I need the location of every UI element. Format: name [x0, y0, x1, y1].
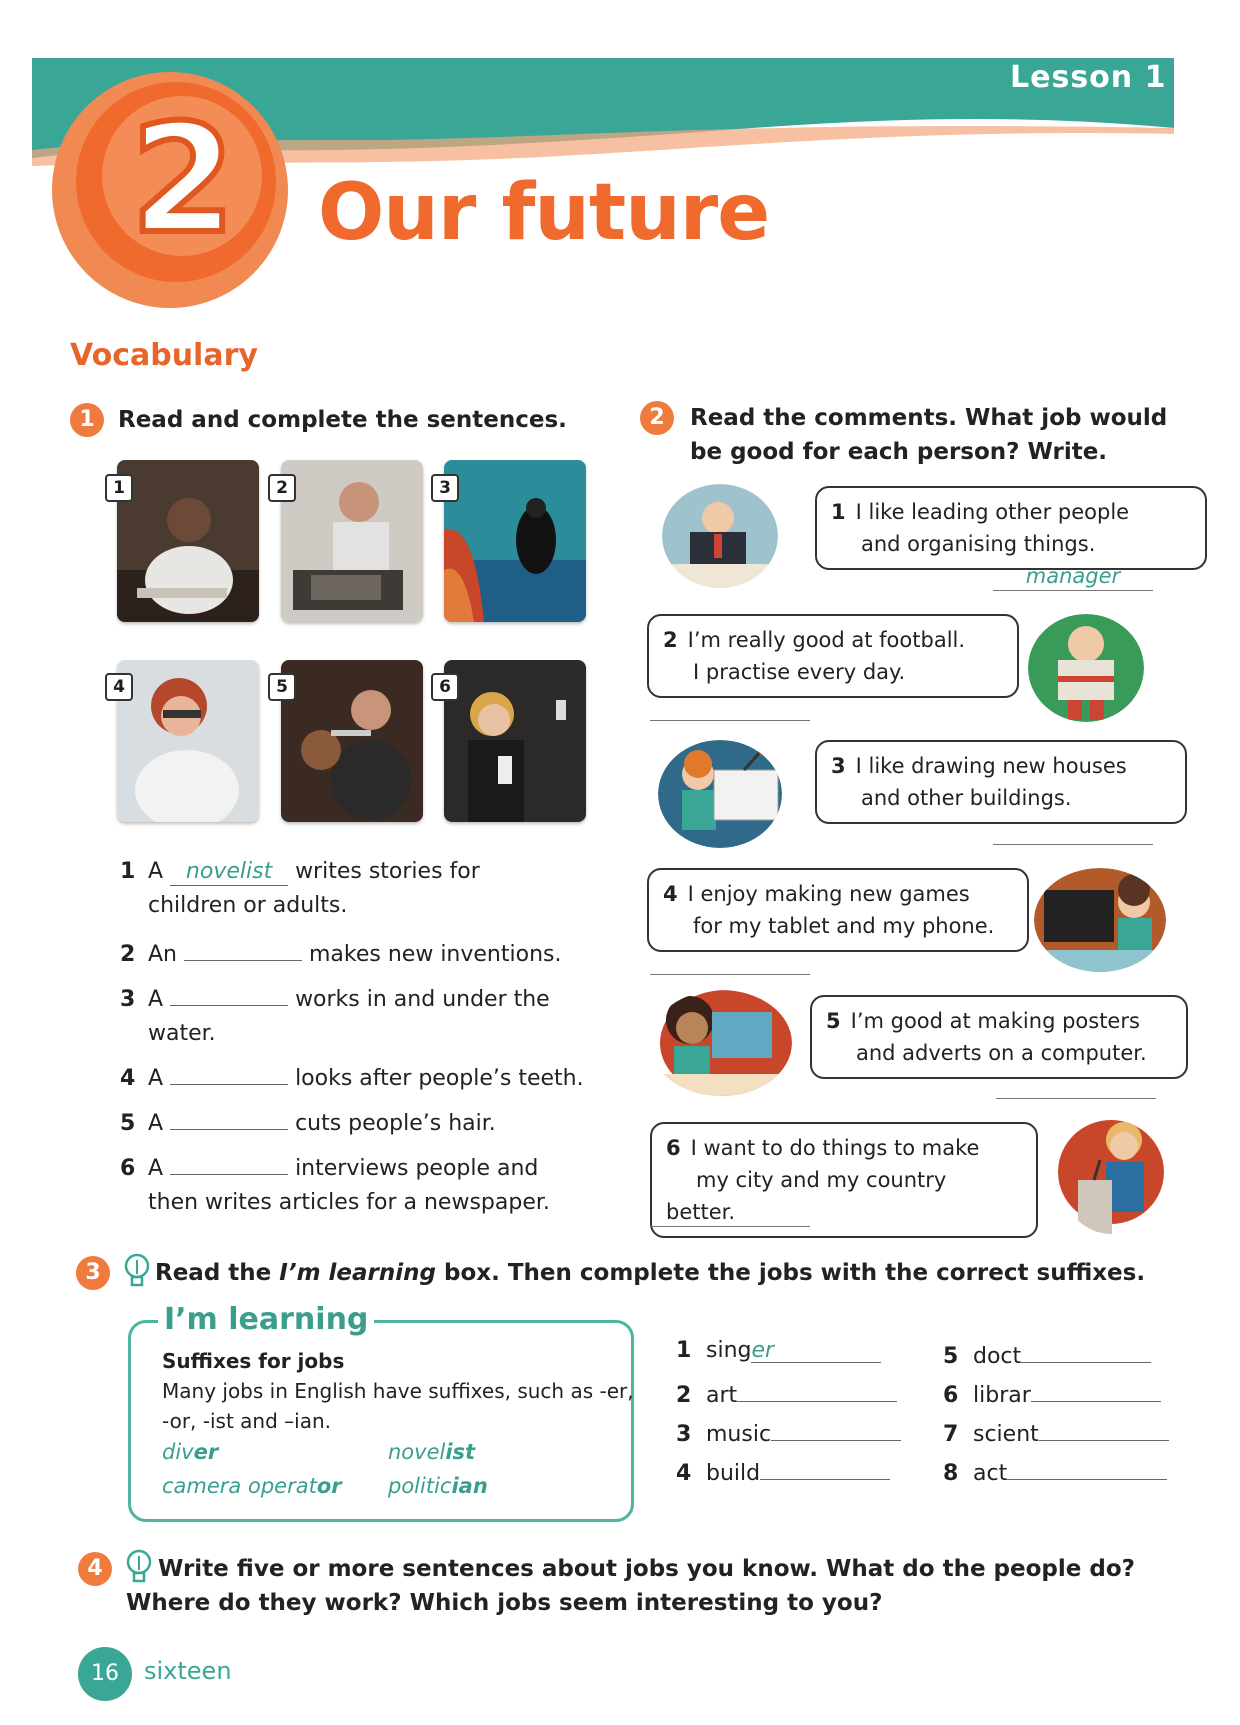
exercise-2-title-line1: Read the comments. What job would: [690, 405, 1168, 431]
photo-2-number: 2: [268, 474, 296, 502]
section-title: Vocabulary: [70, 338, 258, 373]
suffix-item-2-blank[interactable]: [737, 1377, 897, 1402]
lightbulb-icon: [124, 1548, 154, 1588]
sentence-1-cont: children or adults.: [148, 893, 348, 918]
exercise-3-title-pre: Read the: [155, 1260, 280, 1286]
learning-example-1-stem: div: [162, 1440, 194, 1464]
photo-6: [444, 660, 586, 822]
suffix-item-5-number: 5: [943, 1344, 959, 1369]
sentence-3-pre: A: [148, 987, 164, 1012]
suffix-item-6-number: 6: [943, 1383, 959, 1408]
comment-6-line2: my city and my country better.: [666, 1168, 947, 1224]
avatar-game-developer: [1034, 868, 1166, 972]
exercise-3-title: [155, 1256, 1145, 1290]
answer-line-4[interactable]: [650, 948, 810, 975]
sentence-4: [120, 1058, 600, 1096]
suffix-item-1-stem: sing: [706, 1338, 752, 1363]
sentence-6: [120, 1148, 620, 1220]
exercise-4-line2: Where do they work? Which jobs seem interesting to you?: [126, 1590, 883, 1616]
suffix-item-4: [676, 1455, 890, 1486]
comment-1-number: 1: [831, 500, 846, 524]
answer-line-6[interactable]: [650, 1200, 810, 1227]
sentence-6-post: interviews people and: [295, 1156, 539, 1181]
exercise-3-number: 3: [76, 1256, 110, 1290]
learning-example-2: [388, 1440, 475, 1464]
suffix-item-7: [943, 1416, 1169, 1447]
comment-2-line2: I practise every day.: [693, 660, 906, 684]
sentence-6-blank[interactable]: [170, 1148, 288, 1175]
suffix-item-3-number: 3: [676, 1422, 692, 1447]
avatar-manager: [662, 484, 778, 588]
sentence-3: [120, 979, 600, 1051]
suffix-item-1-blank[interactable]: er: [751, 1338, 881, 1363]
sentence-5-number: 5: [120, 1111, 136, 1136]
photo-5-number: 5: [268, 673, 296, 701]
learning-example-4-suffix: ian: [451, 1474, 488, 1498]
comment-5-number: 5: [826, 1009, 841, 1033]
sentence-5-blank[interactable]: [170, 1103, 288, 1130]
suffix-item-2: [676, 1377, 897, 1408]
learning-example-2-suffix: ist: [445, 1440, 476, 1464]
comment-bubble-4: [647, 868, 1029, 952]
comment-5-line1: I’m good at making posters: [850, 1009, 1140, 1033]
photo-4-number: 4: [105, 673, 133, 701]
suffix-item-7-number: 7: [943, 1422, 959, 1447]
answer-line-5[interactable]: [996, 1072, 1156, 1099]
suffix-item-5-stem: doct: [973, 1344, 1022, 1369]
suffix-item-2-stem: art: [706, 1383, 738, 1408]
suffix-item-5: [943, 1338, 1151, 1369]
sentence-3-post: works in and under the: [295, 987, 550, 1012]
learning-example-3: [162, 1474, 342, 1498]
suffix-item-4-number: 4: [676, 1461, 692, 1486]
sentence-6-cont: then writes articles for a newspaper.: [148, 1190, 550, 1215]
photo-3-number: 3: [431, 474, 459, 502]
learning-example-1: [162, 1440, 218, 1464]
comment-3-line2: and other buildings.: [861, 786, 1072, 810]
suffix-item-3-blank[interactable]: [771, 1416, 901, 1441]
comment-2-number: 2: [663, 628, 678, 652]
sentence-2-number: 2: [120, 942, 136, 967]
suffix-item-7-stem: scient: [973, 1422, 1039, 1447]
photo-1: [117, 460, 259, 622]
sentence-5-post: cuts people’s hair.: [295, 1111, 496, 1136]
comment-2-line1: I’m really good at football.: [687, 628, 966, 652]
answer-line-3[interactable]: [993, 818, 1153, 845]
avatar-politician: [1058, 1110, 1164, 1234]
sentence-1-blank[interactable]: novelist: [170, 859, 288, 886]
learning-box-text-1: Many jobs in English have suffixes, such as -er,: [162, 1379, 634, 1403]
page-number-word: sixteen: [144, 1657, 232, 1685]
photo-1-number: 1: [105, 474, 133, 502]
comment-3-line1: I like drawing new houses: [855, 754, 1127, 778]
comment-1-line2: and organising things.: [861, 532, 1096, 556]
suffix-item-5-blank[interactable]: [1021, 1338, 1151, 1363]
exercise-2-title-line2: be good for each person? Write.: [690, 439, 1108, 465]
suffix-item-3: [676, 1416, 901, 1447]
sentence-4-number: 4: [120, 1066, 136, 1091]
sentence-1: [120, 855, 600, 923]
sentence-4-blank[interactable]: [170, 1058, 288, 1085]
exercise-3-title-post: box. Then complete the jobs with the correct suffixes.: [436, 1260, 1146, 1286]
suffix-item-7-blank[interactable]: [1039, 1416, 1169, 1441]
suffix-item-8-blank[interactable]: [1007, 1455, 1167, 1480]
comment-bubble-5: [810, 995, 1188, 1079]
comment-5-line2: and adverts on a computer.: [856, 1041, 1147, 1065]
sentence-6-number: 6: [120, 1156, 136, 1181]
sentence-2: [120, 934, 600, 972]
suffix-item-8-stem: act: [973, 1461, 1008, 1486]
exercise-1-title: Read and complete the sentences.: [118, 407, 567, 433]
suffix-item-1: [676, 1338, 881, 1363]
exercise-3-title-em: I’m learning: [279, 1260, 436, 1286]
sentence-2-blank[interactable]: [184, 934, 302, 961]
lightbulb-icon: [122, 1252, 152, 1292]
comment-6-line1: I want to do things to make: [690, 1136, 980, 1160]
learning-example-2-stem: novel: [388, 1440, 446, 1464]
sentence-1-post: writes stories for: [295, 859, 480, 884]
comment-3-number: 3: [831, 754, 846, 778]
avatar-designer: [650, 990, 792, 1096]
suffix-item-8: [943, 1455, 1167, 1486]
suffix-item-1-number: 1: [676, 1338, 692, 1363]
photo-2: [281, 460, 423, 622]
photo-6-number: 6: [431, 673, 459, 701]
learning-example-4: [388, 1474, 488, 1498]
photo-4: [117, 660, 259, 822]
comment-4-line2: for my tablet and my phone.: [693, 914, 995, 938]
unit-title: Our future: [318, 168, 770, 258]
photo-3: [444, 460, 586, 622]
sentence-2-pre: An: [148, 942, 177, 967]
unit-number: 2: [130, 93, 236, 267]
learning-example-1-suffix: er: [193, 1440, 219, 1464]
sentence-1-pre: A: [148, 859, 164, 884]
suffix-item-2-number: 2: [676, 1383, 692, 1408]
sentence-3-blank[interactable]: [170, 979, 288, 1006]
sentence-2-post: makes new inventions.: [309, 942, 562, 967]
learning-example-4-stem: politic: [388, 1474, 452, 1498]
answer-line-2[interactable]: [650, 694, 810, 721]
sentence-5: [120, 1103, 600, 1141]
exercise-4-number: 4: [78, 1552, 112, 1586]
lesson-label: Lesson 1: [1010, 60, 1167, 95]
suffix-item-3-stem: music: [706, 1422, 772, 1447]
comment-1-line1: I like leading other people: [855, 500, 1130, 524]
avatar-footballer: [1028, 614, 1144, 722]
suffix-item-8-number: 8: [943, 1461, 959, 1486]
suffix-item-4-blank[interactable]: [760, 1455, 890, 1480]
sentence-3-cont: water.: [148, 1021, 216, 1046]
sentence-4-post: looks after people’s teeth.: [295, 1066, 584, 1091]
comment-6-number: 6: [666, 1136, 681, 1160]
suffix-item-6: [943, 1377, 1161, 1408]
answer-line-1[interactable]: manager: [993, 564, 1153, 591]
sentence-3-number: 3: [120, 987, 136, 1012]
comment-bubble-1: [815, 486, 1207, 570]
exercise-2-number: 2: [640, 401, 674, 435]
photo-5: [281, 660, 423, 822]
comment-4-number: 4: [663, 882, 678, 906]
suffix-item-4-stem: build: [706, 1461, 761, 1486]
learning-box-text-2: -or, -ist and –ian.: [162, 1409, 331, 1433]
sentence-4-pre: A: [148, 1066, 164, 1091]
sentence-1-number: 1: [120, 859, 136, 884]
comment-bubble-2: [647, 614, 1019, 698]
exercise-4-line1: Write five or more sentences about jobs you know. What do the people do?: [158, 1556, 1135, 1582]
sentence-6-pre: A: [148, 1156, 164, 1181]
learning-box-title: I’m learning: [158, 1302, 374, 1337]
suffix-item-6-stem: librar: [973, 1383, 1031, 1408]
sentence-5-pre: A: [148, 1111, 164, 1136]
comment-bubble-3: [815, 740, 1187, 824]
page-number: 16: [78, 1647, 132, 1701]
learning-example-3-suffix: or: [316, 1474, 342, 1498]
exercise-1-number: 1: [70, 403, 104, 437]
learning-box-subtitle: Suffixes for jobs: [162, 1349, 345, 1373]
learning-example-3-stem: camera operat: [162, 1474, 317, 1498]
suffix-item-6-blank[interactable]: [1031, 1377, 1161, 1402]
avatar-architect: [658, 740, 782, 848]
comment-4-line1: I enjoy making new games: [687, 882, 970, 906]
